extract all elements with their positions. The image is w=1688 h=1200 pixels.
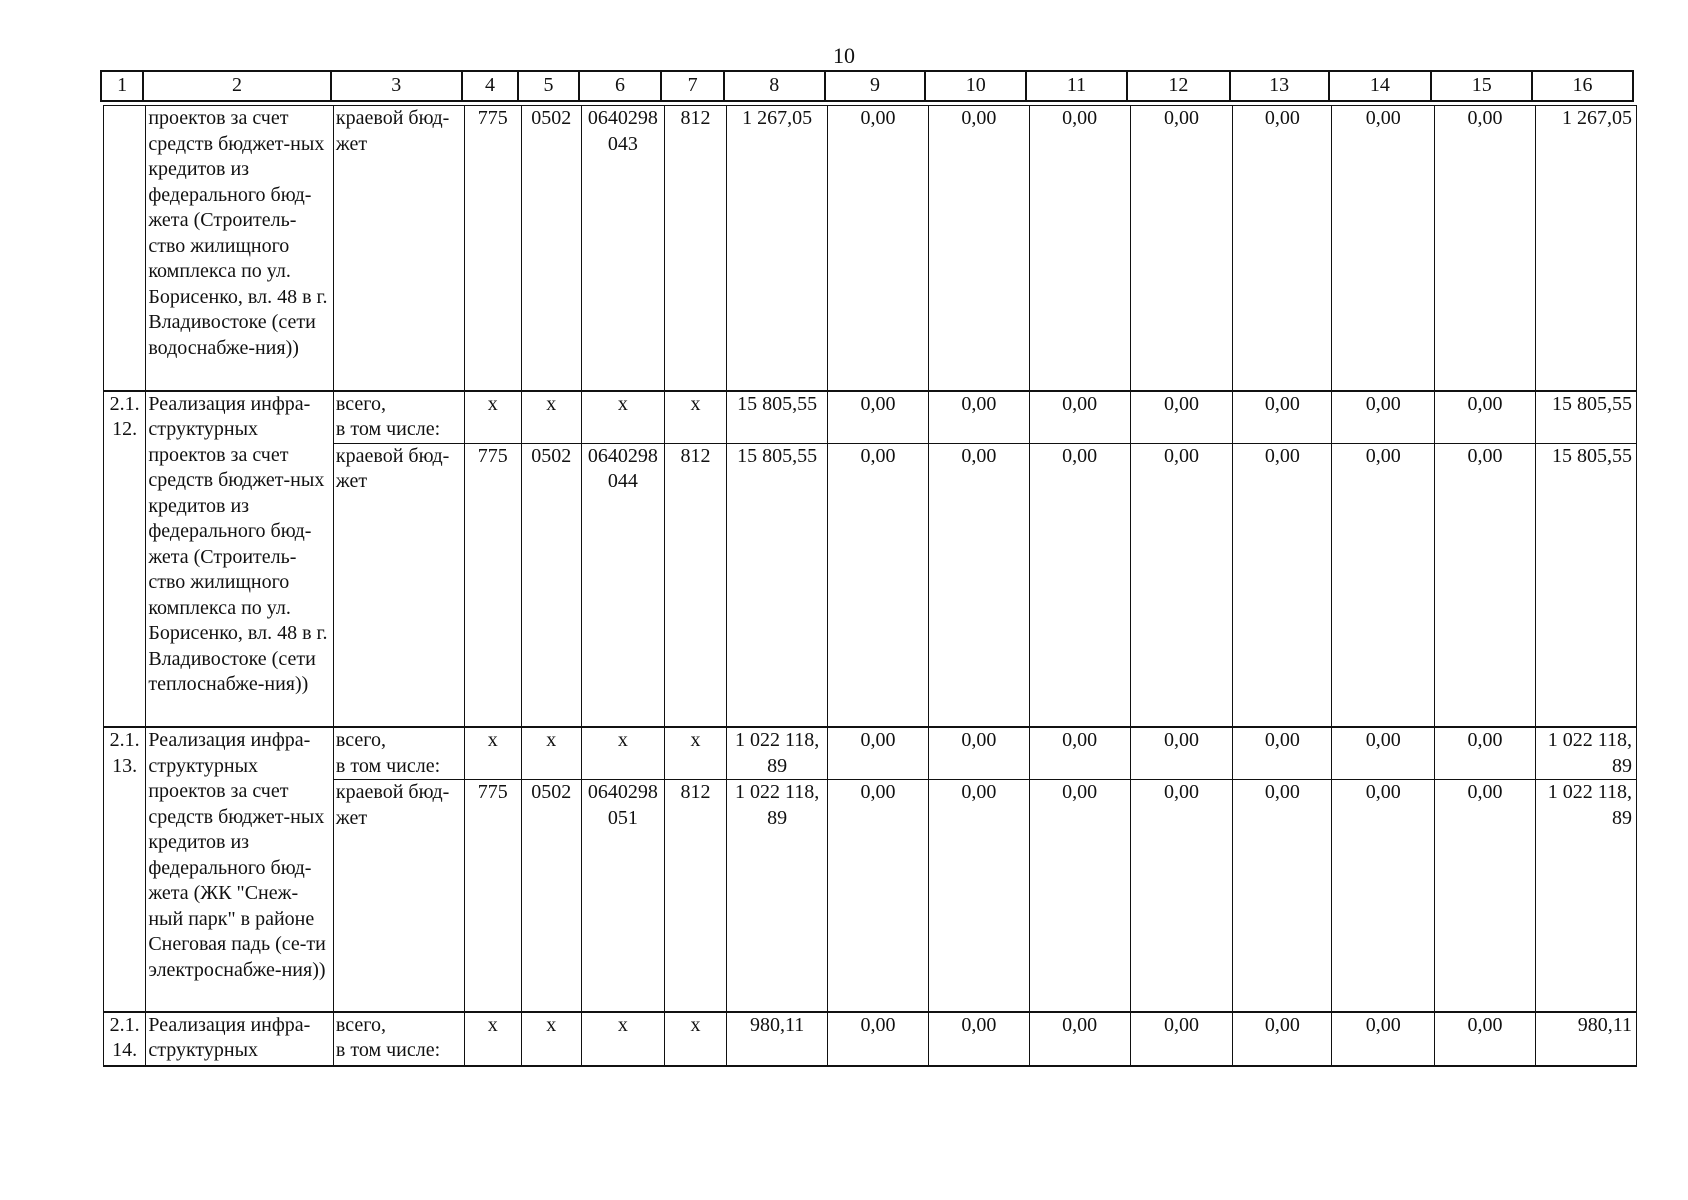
column-header: 14	[1329, 71, 1432, 101]
cell-col6: x	[582, 727, 665, 780]
cell-col9: 0,00	[828, 106, 929, 391]
column-header: 7	[661, 71, 723, 101]
table-row	[104, 780, 1637, 1012]
funding-source: всего, в том числе:	[333, 1012, 464, 1066]
cell-col12: 0,00	[1130, 391, 1233, 444]
cell-col10: 0,00	[928, 727, 1029, 780]
cell-col15: 0,00	[1435, 780, 1536, 1012]
cell-col9: 0,00	[828, 780, 929, 1012]
cell-col14: 0,00	[1332, 391, 1435, 444]
column-header: 9	[825, 71, 926, 101]
cell-col8: 1 022 118, 89	[727, 727, 828, 780]
column-header-row	[100, 70, 1634, 102]
cell-col13: 0,00	[1233, 1012, 1332, 1066]
cell-col12: 0,00	[1130, 727, 1233, 780]
cell-col10: 0,00	[928, 443, 1029, 727]
cell-col6: x	[582, 391, 665, 444]
cell-col7: 812	[664, 443, 727, 727]
cell-col12: 0,00	[1130, 106, 1233, 391]
cell-col13: 0,00	[1233, 443, 1332, 727]
cell-col8: 15 805,55	[727, 443, 828, 727]
cell-col16: 1 267,05	[1535, 106, 1636, 391]
cell-col5: x	[521, 1012, 582, 1066]
cell-col7: x	[664, 1012, 727, 1066]
cell-col14: 0,00	[1332, 727, 1435, 780]
cell-col4: x	[465, 391, 521, 444]
cell-col10: 0,00	[928, 106, 1029, 391]
cell-col4: 775	[465, 780, 521, 1012]
cell-col4: x	[465, 727, 521, 780]
cell-col5: x	[521, 391, 582, 444]
cell-col6: 0640298 044	[582, 443, 665, 727]
cell-col7: 812	[664, 106, 727, 391]
column-header: 4	[462, 71, 518, 101]
table-row	[104, 727, 1637, 780]
table-row	[104, 443, 1637, 727]
activity-name: Реализация инфра-структурных проектов за счет средств бюджет-ных кредитов из федерального бюд-жета (Строитель-ство жилищного комплекса по ул. Борисенко, вл. 48 в г. Владивостоке (сети теплоснабже-ния))	[146, 391, 334, 728]
cell-col11: 0,00	[1029, 780, 1130, 1012]
cell-col7: x	[664, 727, 727, 780]
funding-source: всего, в том числе:	[333, 727, 464, 780]
cell-col11: 0,00	[1029, 443, 1130, 727]
cell-col16: 15 805,55	[1535, 391, 1636, 444]
column-header: 13	[1230, 71, 1329, 101]
cell-col7: 812	[664, 780, 727, 1012]
cell-col9: 0,00	[828, 1012, 929, 1066]
column-header: 10	[925, 71, 1026, 101]
cell-col9: 0,00	[828, 443, 929, 727]
cell-col16: 1 022 118, 89	[1535, 780, 1636, 1012]
cell-col15: 0,00	[1435, 1012, 1536, 1066]
cell-col16: 1 022 118, 89	[1535, 727, 1636, 780]
activity-name: Реализация инфра-структурных	[146, 1012, 334, 1066]
column-header: 12	[1127, 71, 1230, 101]
cell-col14: 0,00	[1332, 106, 1435, 391]
column-header: 3	[331, 71, 462, 101]
column-header: 15	[1431, 71, 1532, 101]
row-number	[104, 106, 146, 391]
row-number: 2.1. 14.	[104, 1012, 146, 1066]
cell-col15: 0,00	[1435, 727, 1536, 780]
column-header: 1	[101, 71, 143, 101]
cell-col5: 0502	[521, 106, 582, 391]
cell-col12: 0,00	[1130, 780, 1233, 1012]
column-header: 6	[579, 71, 662, 101]
cell-col15: 0,00	[1435, 443, 1536, 727]
cell-col6: 0640298 051	[582, 780, 665, 1012]
cell-col8: 1 267,05	[727, 106, 828, 391]
cell-col15: 0,00	[1435, 391, 1536, 444]
cell-col4: 775	[465, 443, 521, 727]
column-header: 2	[143, 71, 330, 101]
budget-table	[103, 105, 1637, 1067]
cell-col10: 0,00	[928, 391, 1029, 444]
cell-col9: 0,00	[828, 727, 929, 780]
cell-col12: 0,00	[1130, 443, 1233, 727]
column-header: 11	[1026, 71, 1127, 101]
cell-col14: 0,00	[1332, 780, 1435, 1012]
cell-col11: 0,00	[1029, 391, 1130, 444]
cell-col13: 0,00	[1233, 780, 1332, 1012]
cell-col14: 0,00	[1332, 443, 1435, 727]
cell-col5: 0502	[521, 780, 582, 1012]
cell-col11: 0,00	[1029, 1012, 1130, 1066]
funding-source: краевой бюд- жет	[333, 443, 464, 727]
cell-col8: 980,11	[727, 1012, 828, 1066]
cell-col11: 0,00	[1029, 727, 1130, 780]
page-number: 10	[833, 43, 855, 68]
cell-col16: 15 805,55	[1535, 443, 1636, 727]
cell-col10: 0,00	[928, 1012, 1029, 1066]
funding-source: всего, в том числе:	[333, 391, 464, 444]
cell-col6: x	[582, 1012, 665, 1066]
column-header: 8	[724, 71, 825, 101]
cell-col4: 775	[465, 106, 521, 391]
cell-col7: x	[664, 391, 727, 444]
cell-col16: 980,11	[1535, 1012, 1636, 1066]
activity-name: Реализация инфра-структурных проектов за счет средств бюджет-ных кредитов из федерального бюд-жета (ЖК "Снеж-ный парк" в районе Снеговая падь (се-ти электроснабже-ния))	[146, 727, 334, 1012]
funding-source: краевой бюд- жет	[333, 780, 464, 1012]
row-number: 2.1. 12.	[104, 391, 146, 728]
cell-col6: 0640298 043	[582, 106, 665, 391]
cell-col10: 0,00	[928, 780, 1029, 1012]
cell-col8: 1 022 118, 89	[727, 780, 828, 1012]
cell-col14: 0,00	[1332, 1012, 1435, 1066]
cell-col5: 0502	[521, 443, 582, 727]
cell-col13: 0,00	[1233, 727, 1332, 780]
funding-source: краевой бюд- жет	[333, 106, 464, 391]
cell-col13: 0,00	[1233, 106, 1332, 391]
table-row	[104, 1012, 1637, 1066]
table-row	[104, 391, 1637, 444]
column-header: 16	[1532, 71, 1633, 101]
cell-col11: 0,00	[1029, 106, 1130, 391]
cell-col12: 0,00	[1130, 1012, 1233, 1066]
cell-col8: 15 805,55	[727, 391, 828, 444]
cell-col9: 0,00	[828, 391, 929, 444]
cell-col13: 0,00	[1233, 391, 1332, 444]
activity-name: проектов за счет средств бюджет-ных кредитов из федерального бюд-жета (Строитель-ство жилищного комплекса по ул. Борисенко, вл. 48 в г. Владивостоке (сети водоснабже-ния))	[146, 106, 334, 391]
column-header: 5	[518, 71, 578, 101]
cell-col5: x	[521, 727, 582, 780]
table-row	[104, 106, 1637, 391]
cell-col15: 0,00	[1435, 106, 1536, 391]
row-number: 2.1. 13.	[104, 727, 146, 1012]
cell-col4: x	[465, 1012, 521, 1066]
